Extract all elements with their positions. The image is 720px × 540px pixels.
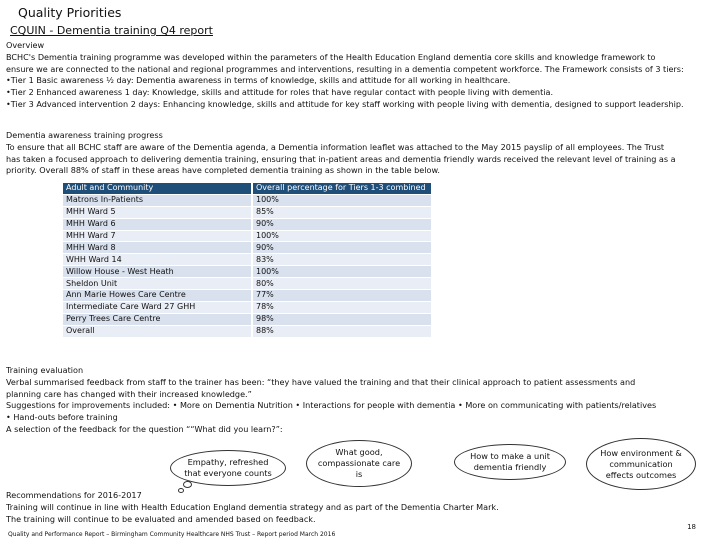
feedback-bubble-text: Empathy, refreshed that everyone counts — [184, 457, 272, 478]
table-row — [63, 242, 431, 253]
overview-heading: Overview — [6, 40, 45, 50]
table-cell-area: MHH Ward 7 — [63, 231, 251, 242]
table-cell-area: Perry Trees Care Centre — [63, 314, 251, 325]
recommendations-heading: Recommendations for 2016-2017 — [6, 490, 142, 500]
table-cell-percent: 78% — [253, 302, 431, 313]
table-header-row — [63, 183, 431, 194]
table-row — [63, 314, 431, 325]
overview-line: •Tier 2 Enhanced awareness 1 day: Knowledge, skills and attitude for roles that have regular contact with people living with dementia. — [6, 87, 554, 98]
table-cell-percent: 100% — [253, 195, 431, 206]
feedback-bubble-text: How to make a unit dementia friendly — [470, 451, 550, 472]
table-cell-area: Ann Marie Howes Care Centre — [63, 290, 251, 301]
table-row — [63, 195, 431, 206]
evaluation-line: planning care has changed with their increased knowledge.” — [6, 388, 252, 399]
table-cell-area: Sheldon Unit — [63, 278, 251, 289]
table-cell-percent: 100% — [253, 266, 431, 277]
table-cell-percent: 83% — [253, 254, 431, 265]
evaluation-heading: Training evaluation — [6, 365, 84, 375]
progress-line: has taken a focused approach to delivering dementia training, ensuring that in-patient areas and dementia friendly wards received the relevant level of training as a — [6, 153, 676, 164]
feedback-bubble — [306, 440, 412, 487]
table-row — [63, 207, 431, 218]
table-header-cell: Adult and Community — [63, 183, 251, 194]
table-row — [63, 290, 431, 301]
recommendations-line: The training will continue to be evaluated and amended based on feedback. — [6, 513, 316, 524]
feedback-bubble-text: How environment & communication effects outcomes — [600, 447, 682, 480]
evaluation-line: Suggestions for improvements included: • More on Dementia Nutrition • Interactions for people with dementia • More on communicating with patients/relatives — [6, 400, 657, 411]
progress-line: priority. Overall 88% of staff in these areas have completed dementia training as shown in the table below. — [6, 165, 440, 176]
overview-section — [6, 40, 714, 111]
table-cell-area: Intermediate Care Ward 27 GHH — [63, 302, 251, 313]
evaluation-section — [6, 365, 714, 436]
table-header-cell: Overall percentage for Tiers 1-3 combined — [253, 183, 431, 194]
table-cell-area: MHH Ward 8 — [63, 242, 251, 253]
evaluation-line: Verbal summarised feedback from staff to the trainer has been: “they have valued the training and that their clinical approach to patient assessments and — [6, 376, 636, 387]
feedback-bubble-text: What good, compassionate care is — [317, 447, 401, 479]
table-cell-percent: 90% — [253, 242, 431, 253]
table-row — [63, 254, 431, 265]
page-subtitle: CQUIN - Dementia training Q4 report — [10, 24, 213, 37]
table-cell-area: Matrons In-Patients — [63, 195, 251, 206]
feedback-bubble — [454, 444, 566, 480]
page-number: 18 — [687, 523, 696, 531]
table-cell-area: Overall — [63, 326, 251, 337]
progress-section — [6, 130, 714, 177]
overview-line: ensure we are connected to the national and regional programmes and interventions, resulting in a dementia competent workforce. The Framework consists of 3 tiers: — [6, 63, 684, 74]
recommendations-section — [6, 490, 714, 525]
table-row — [63, 302, 431, 313]
table-cell-percent: 80% — [253, 278, 431, 289]
table-cell-area: MHH Ward 6 — [63, 219, 251, 230]
training-table — [61, 182, 433, 338]
table-cell-percent: 90% — [253, 219, 431, 230]
evaluation-line: A selection of the feedback for the question ““What did you learn?”: — [6, 423, 283, 434]
overview-line: •Tier 1 Basic awareness ½ day: Dementia awareness in terms of knowledge, skills and attitude for all working in healthcare. — [6, 75, 511, 86]
table-cell-area: WHH Ward 14 — [63, 254, 251, 265]
table-cell-percent: 100% — [253, 231, 431, 242]
table-cell-area: Willow House - West Heath — [63, 266, 251, 277]
overview-line: BCHC's Dementia training programme was developed within the parameters of the Health Education England dementia core skills and knowledge framework to — [6, 51, 656, 62]
page-footer: Quality and Performance Report – Birmingham Community Healthcare NHS Trust – Report period March 2016 — [8, 531, 336, 538]
progress-heading: Dementia awareness training progress — [6, 130, 163, 140]
table-cell-percent: 98% — [253, 314, 431, 325]
table-row — [63, 266, 431, 277]
feedback-bubble — [586, 438, 696, 490]
page-title: Quality Priorities — [18, 5, 122, 20]
table-row — [63, 231, 431, 242]
recommendations-line: Training will continue in line with Health Education England dementia strategy and as part of the Dementia Charter Mark. — [6, 501, 499, 512]
table-cell-percent: 85% — [253, 207, 431, 218]
overview-line: •Tier 3 Advanced intervention 2 days: Enhancing knowledge, skills and attitude for key staff working with people living with dementia, designed to support leadership. — [6, 98, 684, 109]
table-row — [63, 278, 431, 289]
table-row-overall — [63, 326, 431, 337]
table-cell-area: MHH Ward 5 — [63, 207, 251, 218]
progress-line: To ensure that all BCHC staff are aware of the Dementia agenda, a Dementia information leaflet was attached to the May 2015 payslip of all employees. The Trust — [6, 141, 665, 152]
table-cell-percent: 77% — [253, 290, 431, 301]
table-cell-percent: 88% — [253, 326, 431, 337]
table-row — [63, 219, 431, 230]
bubble-tail-dot — [183, 481, 192, 488]
evaluation-line: • Hand-outs before training — [6, 412, 118, 423]
